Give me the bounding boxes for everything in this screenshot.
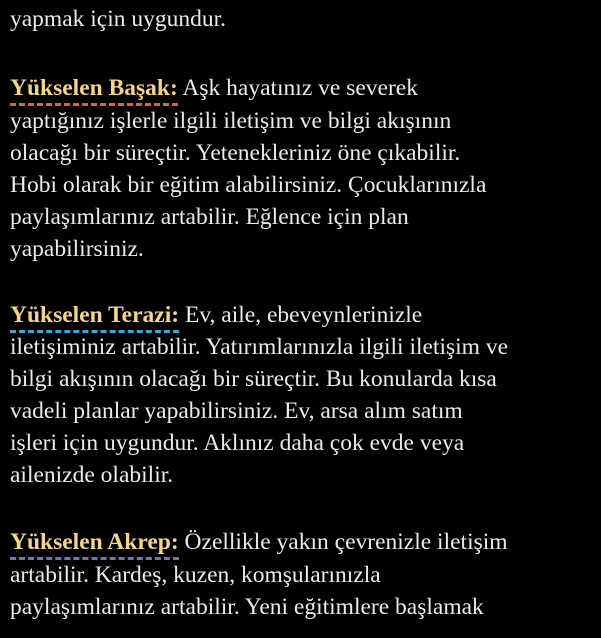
- terazi-text: ailenizde olabilir.: [10, 462, 174, 488]
- terazi-line-4: [10, 396, 463, 426]
- basak-text: yapabilirsiniz.: [10, 236, 144, 262]
- terazi-line-5: [10, 428, 464, 458]
- basak-line-4: [10, 170, 486, 200]
- terazi-text: Ev, aile, ebeveynlerinizle: [179, 302, 423, 328]
- akrep-text: artabilir. Kardeş, kuzen, komşularınızla: [10, 562, 381, 588]
- intro-text: yapmak için uygundur.: [10, 6, 227, 32]
- basak-line-3: [10, 138, 460, 168]
- intro-line: [10, 4, 226, 34]
- akrep-line-3: [10, 592, 484, 622]
- basak-heading: [10, 73, 178, 103]
- terazi-line-3: [10, 364, 497, 394]
- basak-text: Hobi olarak bir eğitim alabilirsiniz. Çocuklarınızla: [10, 172, 487, 198]
- basak-line-2: [10, 106, 451, 136]
- basak-text: Aşk hayatınız ve severek: [177, 75, 418, 101]
- terazi-heading-text: Yükselen Terazi:: [10, 302, 180, 328]
- basak-text: olacağı bir süreçtir. Yetenekleriniz öne çıkabilir.: [10, 140, 461, 166]
- basak-text: yaptığınız işlerle ilgili iletişim ve bilgi akışının: [10, 108, 452, 134]
- akrep-text: paylaşımlarınız artabilir. Yeni eğitimlere başlamak: [10, 594, 484, 620]
- basak-text: paylaşımlarınız artabilir. Eğlence için plan: [10, 204, 409, 230]
- akrep-line-2: [10, 560, 381, 590]
- basak-line-1: [10, 73, 418, 103]
- akrep-line-1: [10, 527, 508, 557]
- basak-heading-text: Yükselen Başak:: [10, 75, 178, 101]
- akrep-heading-text: Yükselen Akrep:: [10, 529, 179, 555]
- terazi-heading: [10, 300, 179, 330]
- terazi-text: vadeli planlar yapabilirsiniz. Ev, arsa alım satım: [10, 398, 463, 424]
- terazi-line-6: [10, 460, 173, 490]
- akrep-text: Özellikle yakın çevrenizle iletişim: [178, 529, 508, 555]
- terazi-text: bilgi akışının olacağı bir süreçtir. Bu konularda kısa: [10, 366, 497, 392]
- terazi-line-2: [10, 332, 508, 362]
- terazi-line-1: [10, 300, 422, 330]
- terazi-text: iletişiminiz artabilir. Yatırımlarınızla ilgili iletişim ve: [10, 334, 508, 360]
- terazi-text: işleri için uygundur. Aklınız daha çok evde veya: [10, 430, 465, 456]
- akrep-heading: [10, 527, 179, 557]
- basak-line-6: [10, 234, 144, 264]
- basak-line-5: [10, 202, 409, 232]
